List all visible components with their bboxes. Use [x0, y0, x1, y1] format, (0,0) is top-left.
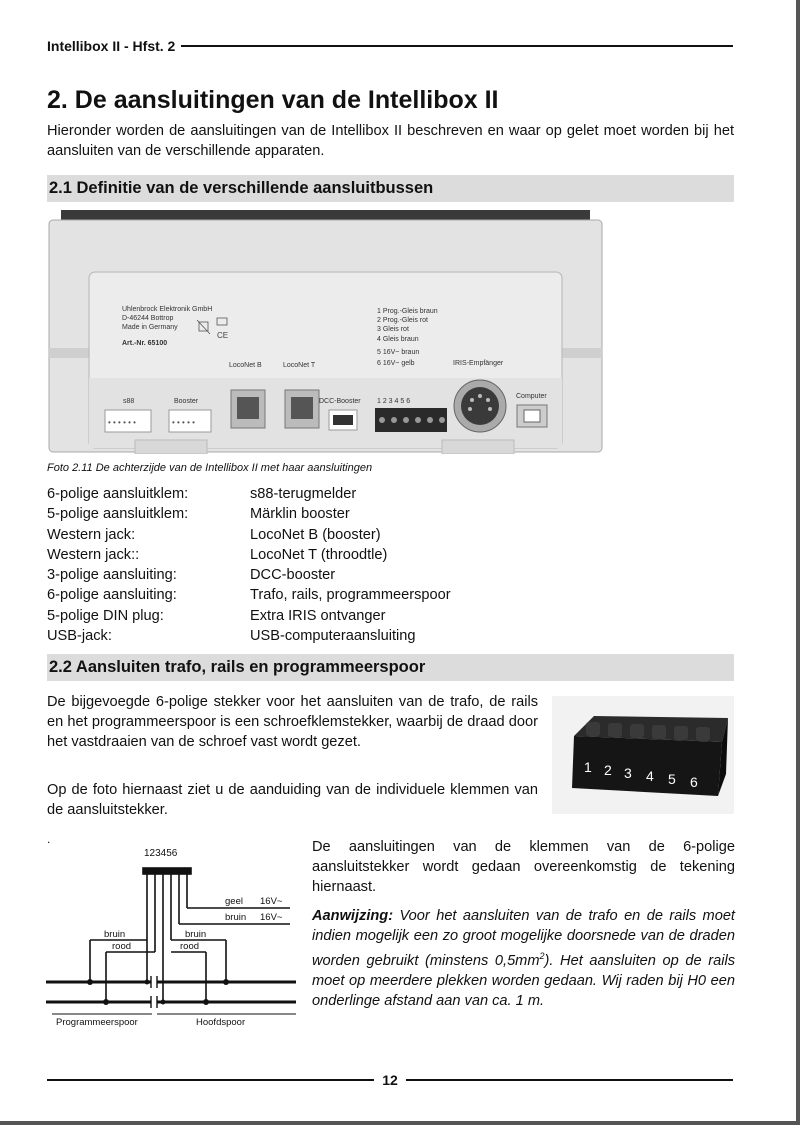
footer-rule-left — [47, 1079, 374, 1081]
connection-use: USB-computeraansluiting — [250, 628, 416, 645]
maker-line: Uhlenbrock Elektronik GmbH — [122, 306, 213, 313]
s88-label: s88 — [123, 398, 135, 405]
running-header — [47, 36, 733, 56]
note-text: Voor het aansluiten van de trafo en de rails moet indien mogelijk een zo groot mogelijke doorsnede van de draden worden gebruikt (minstens 0,5mm — [312, 908, 735, 969]
page-title: 2. De aansluitingen van de Intellibox II — [47, 86, 499, 114]
maker-line: D-46244 Bottrop — [122, 315, 174, 322]
connection-type: Western jack:: — [47, 546, 140, 563]
loconet-t-label: LocoNet T — [283, 362, 316, 369]
terminal-pin-numbers: 1 2 3 4 5 6 — [377, 398, 411, 405]
list-item — [47, 626, 451, 646]
booster-connector — [169, 410, 211, 432]
connection-use: s88-terugmelder — [250, 486, 357, 502]
diagram-pin-numbers: 123456 — [144, 848, 178, 859]
connection-type: 3-polige aansluiting: — [47, 567, 177, 584]
wire-label-bruin: bruin — [225, 912, 247, 923]
pin-line: 4 Gleis braun — [377, 336, 419, 343]
section-heading-2-2: 2.2 Aansluiten trafo, rails en programmeerspoor — [47, 654, 734, 681]
wire-label-bruin: bruin — [185, 929, 207, 940]
page-footer — [47, 1070, 733, 1090]
svg-text:• • • • • •: • • • • • • — [108, 418, 136, 427]
plug-pin-number: 3 — [624, 765, 632, 781]
connection-type: 5-polige DIN plug: — [47, 607, 164, 624]
booster-label: Booster — [174, 398, 199, 405]
connection-use: LocoNet B (booster) — [250, 526, 381, 543]
list-item — [47, 525, 451, 545]
plug-pin-number: 4 — [646, 768, 654, 784]
wire-label-rood: rood — [180, 941, 200, 952]
running-title: Intellibox II - Hfst. 2 — [47, 38, 176, 54]
connection-type: 5-polige aansluitklem: — [47, 506, 189, 523]
page-number: 12 — [382, 1072, 398, 1088]
s88-connector — [105, 410, 151, 432]
note-superscript: 2 — [539, 951, 545, 961]
connection-type: USB-jack: — [47, 628, 112, 645]
note-paragraph — [312, 906, 735, 1011]
plug-pin-number: 6 — [690, 774, 698, 790]
svg-text:CE: CE — [217, 331, 229, 340]
dcc-booster-connector — [329, 410, 357, 430]
connection-type: 6-polige aansluitklem: — [47, 486, 189, 502]
iris-din-socket — [454, 380, 506, 432]
intro-paragraph: Hieronder worden de aansluitingen van de Intellibox II beschreven en waar op gelet moet worden bij het aansluiten van de verschillende apparaten. — [47, 123, 734, 159]
voltage-label: 16V~ — [260, 896, 283, 907]
list-item — [47, 565, 451, 585]
device-back-photo — [47, 210, 604, 454]
stray-dot: . — [47, 832, 51, 846]
pin-line: 6 16V~ gelb — [377, 360, 415, 367]
footer-rule-right — [406, 1079, 733, 1081]
pin-line: 1 Prog.-Gleis braun — [377, 308, 438, 315]
computer-label: Computer — [516, 393, 547, 400]
usb-port — [517, 405, 547, 427]
loconet-b-jack — [231, 390, 265, 428]
terminal-block-6pin — [375, 408, 447, 432]
screw-terminal-plug-photo — [552, 696, 734, 814]
header-rule — [181, 45, 733, 47]
iris-label: IRIS-Empfänger — [453, 360, 504, 367]
connection-use: Extra IRIS ontvanger — [250, 607, 386, 624]
connection-list — [47, 484, 451, 646]
connection-use: Trafo, rails, programmeerspoor — [250, 587, 451, 604]
list-item — [47, 606, 451, 626]
main-track-label: Hoofdspoor — [196, 1017, 246, 1028]
photo-caption: Foto 2.11 De achterzijde van de Intellibox II met haar aansluitingen — [47, 462, 373, 474]
pin-line: 2 Prog.-Gleis rot — [377, 317, 428, 324]
wire-label-geel: geel — [225, 896, 243, 907]
section-heading-2-1: 2.1 Definitie van de verschillende aansluitbussen — [47, 175, 734, 202]
connection-use: LocoNet T (throodtle) — [250, 546, 388, 563]
paragraph-drawing-ref: De aansluitingen van de klemmen van de 6-polige aansluitstekker wordt gedaan overeenkomstig de tekening hiernaast. — [312, 839, 735, 895]
maker-line: Made in Germany — [122, 324, 178, 331]
wire-label-bruin: bruin — [104, 929, 126, 940]
paragraph-plug: De bijgevoegde 6-polige stekker voor het aansluiten van de trafo, de rails en het programmeerspoor is een schroefklemstekker, waarbij de draad door het vastdraaien van de schroef vast wordt gezet. — [47, 694, 538, 750]
svg-text:• • • • •: • • • • • — [172, 418, 195, 427]
dcc-booster-label: DCC-Booster — [319, 398, 361, 405]
art-nr: Art.-Nr. 65100 — [122, 340, 168, 347]
connection-type: 6-polige aansluiting: — [47, 587, 177, 604]
plug-pin-number: 1 — [584, 759, 592, 775]
paragraph-photo-ref: Op de foto hiernaast ziet u de aanduiding van de individuele klemmen van de aansluitstekker. — [47, 782, 538, 818]
voltage-label: 16V~ — [260, 912, 283, 923]
pin-line: 3 Gleis rot — [377, 326, 409, 333]
prog-track-label: Programmeerspoor — [56, 1017, 138, 1028]
list-item — [47, 545, 451, 565]
loconet-b-label: LocoNet B — [229, 362, 262, 369]
connection-use: Märklin booster — [250, 506, 350, 523]
list-item — [47, 484, 451, 504]
pin-line: 5 16V~ braun — [377, 349, 420, 356]
note-text-end: ). Het aansluiten op de rails moet op meerdere plekken worden gedaan. Wij raden bij H0 een onderlinge afstand aan van ca. 1 m. — [312, 952, 735, 1009]
note-label: Aanwijzing: — [312, 908, 394, 924]
connection-type: Western jack: — [47, 526, 136, 543]
connection-use: DCC-booster — [250, 567, 336, 584]
plug-pin-number: 5 — [668, 771, 676, 787]
wiring-diagram — [42, 842, 300, 1032]
list-item — [47, 585, 451, 605]
loconet-t-jack — [285, 390, 319, 428]
list-item — [47, 504, 451, 524]
wire-label-rood: rood — [112, 941, 132, 952]
plug-pin-number: 2 — [604, 762, 612, 778]
